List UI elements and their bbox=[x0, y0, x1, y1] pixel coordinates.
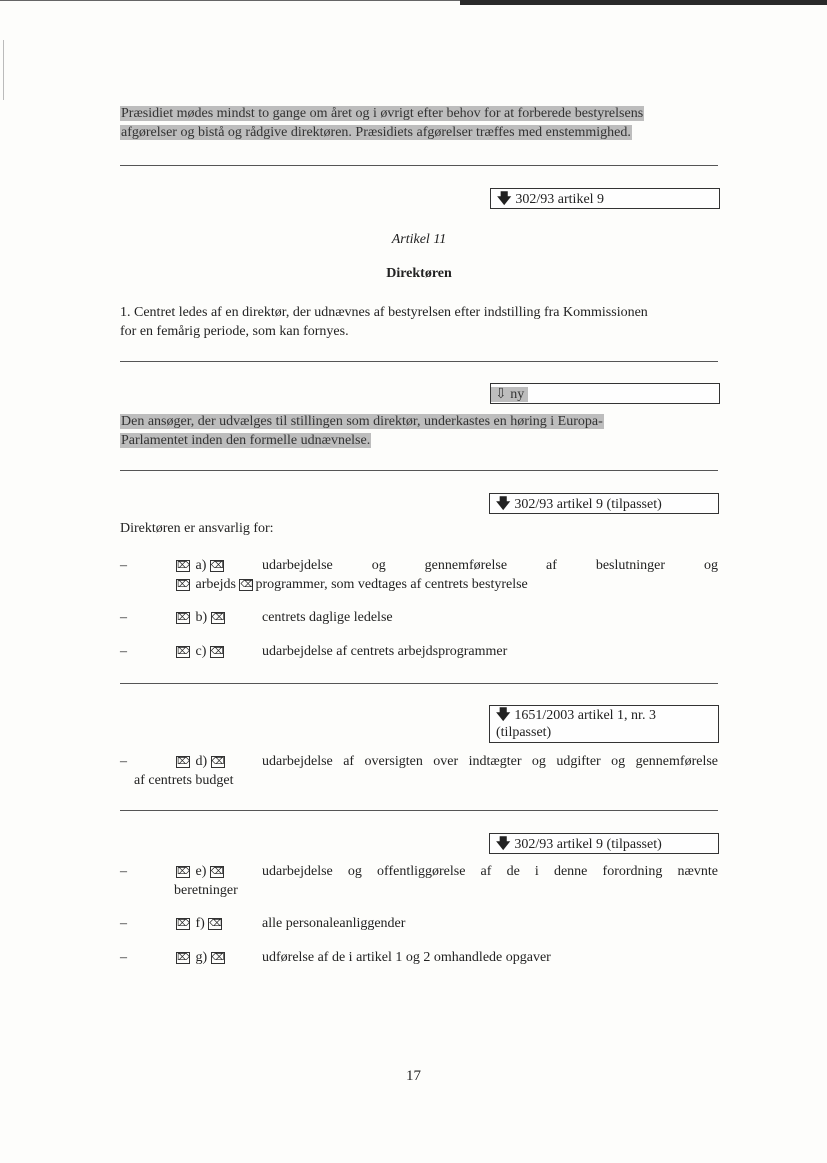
article-paragraph-1 bbox=[120, 303, 718, 341]
list-item-b bbox=[120, 608, 718, 628]
open-mark-icon: ⌦ bbox=[177, 612, 190, 623]
close-mark-icon: ⌫ bbox=[211, 756, 225, 767]
intro-highlight-line-1: Præsidiet mødes mindst to gange om året og i øvrigt efter behov for at forberede bestyrelsens bbox=[121, 106, 644, 121]
list-dash: – bbox=[120, 950, 127, 965]
separator-rule bbox=[120, 470, 718, 471]
list-dash: – bbox=[120, 754, 127, 769]
open-mark-icon: ⌦ bbox=[177, 756, 190, 767]
list-item-c bbox=[120, 642, 718, 662]
list-dash: – bbox=[120, 610, 127, 625]
reference-box-new bbox=[490, 383, 720, 404]
close-mark-icon: ⌫ bbox=[210, 866, 224, 877]
list-item-f bbox=[120, 914, 718, 934]
reference-box-3 bbox=[489, 493, 719, 514]
new-highlight-line-1: Den ansøger, der udvælges til stillingen som direktør, underkastes en høring i Europa- bbox=[121, 414, 603, 429]
item-text: udførelse af de i artikel 1 og 2 omhandlede opgaver bbox=[262, 950, 551, 965]
item-continuation: beretninger bbox=[174, 883, 238, 898]
item-letter: ⌦ a) ⌫ bbox=[177, 558, 224, 573]
list-dash: – bbox=[120, 558, 127, 573]
item-text: udarbejdelse af centrets arbejdsprogrammer bbox=[262, 644, 508, 659]
open-mark-icon: ⌦ bbox=[177, 866, 190, 877]
list-dash: – bbox=[120, 916, 127, 931]
down-arrow-icon: 🡇 bbox=[496, 708, 511, 723]
reference-box-4 bbox=[489, 705, 719, 743]
item-text: alle personaleanliggender bbox=[262, 916, 406, 931]
item-letter: ⌦ f) ⌫ bbox=[177, 916, 223, 931]
open-mark-icon: ⌦ bbox=[177, 579, 190, 590]
separator-rule bbox=[120, 683, 718, 684]
paragraph-line-1: 1. Centret ledes af en direktør, der udnævnes af bestyrelsen efter indstilling fra Kommissionen bbox=[120, 305, 648, 320]
double-down-arrow-icon: ⇩ bbox=[495, 387, 507, 402]
article-number: Artikel 11 bbox=[391, 232, 447, 247]
reference-box-5 bbox=[489, 833, 719, 854]
item-letter: ⌦ b) ⌫ bbox=[177, 610, 225, 625]
close-mark-icon: ⌫ bbox=[211, 612, 225, 623]
item-letter: ⌦ e) ⌫ bbox=[177, 864, 224, 879]
item-letter: ⌦ d) ⌫ bbox=[177, 754, 225, 769]
separator-rule bbox=[120, 165, 718, 166]
item-text: centrets daglige ledelse bbox=[262, 610, 393, 625]
intro-highlight-paragraph bbox=[120, 104, 720, 142]
item-continuation: ⌦ arbejds ⌫ programmer, som vedtages af centrets bestyrelse bbox=[177, 577, 528, 592]
list-dash: – bbox=[120, 644, 127, 659]
reference-box-1 bbox=[490, 188, 720, 209]
new-highlight-line-2: Parlamentet inden den formelle udnævnelse. bbox=[121, 433, 371, 448]
scan-edge-mark bbox=[3, 40, 4, 100]
intro-highlight-line-2: afgørelser og bistå og rådgive direktøren. Præsidiets afgørelser træffes med enstemmighed. bbox=[121, 125, 631, 140]
open-mark-icon: ⌦ bbox=[177, 918, 190, 929]
open-mark-icon: ⌦ bbox=[177, 560, 190, 571]
close-mark-icon: ⌫ bbox=[211, 952, 225, 963]
down-arrow-icon: 🡇 bbox=[496, 497, 511, 512]
item-letter: ⌦ g) ⌫ bbox=[177, 950, 225, 965]
down-arrow-icon: 🡇 bbox=[496, 837, 511, 852]
item-text: udarbejdelse og gennemførelse af beslutninger og bbox=[262, 558, 718, 573]
separator-rule bbox=[120, 810, 718, 811]
paragraph-line-2: for en femårig periode, som kan fornyes. bbox=[120, 324, 349, 339]
close-mark-icon: ⌫ bbox=[209, 918, 223, 929]
new-highlight-paragraph bbox=[120, 412, 720, 450]
reference-label: ny bbox=[510, 387, 525, 402]
separator-rule bbox=[120, 361, 718, 362]
open-mark-icon: ⌦ bbox=[177, 646, 190, 657]
item-text: udarbejdelse af oversigten over indtægter og udgifter og gennemførelse bbox=[262, 754, 718, 769]
item-continuation: af centrets budget bbox=[134, 773, 234, 788]
close-mark-icon: ⌫ bbox=[210, 560, 224, 571]
reference-label: 1651/2003 artikel 1, nr. 3 bbox=[514, 708, 656, 723]
list-item-a bbox=[120, 556, 718, 596]
item-text: udarbejdelse og offentliggørelse af de i denne forordning nævnte bbox=[262, 864, 718, 879]
page-number: 17 bbox=[406, 1068, 421, 1084]
scan-top-border bbox=[0, 0, 827, 6]
close-mark-icon: ⌫ bbox=[210, 646, 224, 657]
list-item-e bbox=[120, 862, 718, 902]
list-item-d bbox=[120, 752, 718, 792]
item-letter: ⌦ c) ⌫ bbox=[177, 644, 224, 659]
responsible-intro: Direktøren er ansvarlig for: bbox=[120, 521, 274, 536]
list-item-g bbox=[120, 948, 718, 968]
reference-label: 302/93 artikel 9 (tilpasset) bbox=[514, 497, 662, 512]
open-mark-icon: ⌦ bbox=[177, 952, 190, 963]
close-mark-icon: ⌫ bbox=[240, 579, 254, 590]
list-dash: – bbox=[120, 864, 127, 879]
reference-label: 302/93 artikel 9 (tilpasset) bbox=[514, 837, 662, 852]
down-arrow-icon: 🡇 bbox=[497, 192, 512, 207]
reference-label-line-2: (tilpasset) bbox=[496, 725, 552, 740]
article-title: Direktøren bbox=[386, 266, 452, 281]
reference-label: 302/93 artikel 9 bbox=[515, 192, 605, 207]
